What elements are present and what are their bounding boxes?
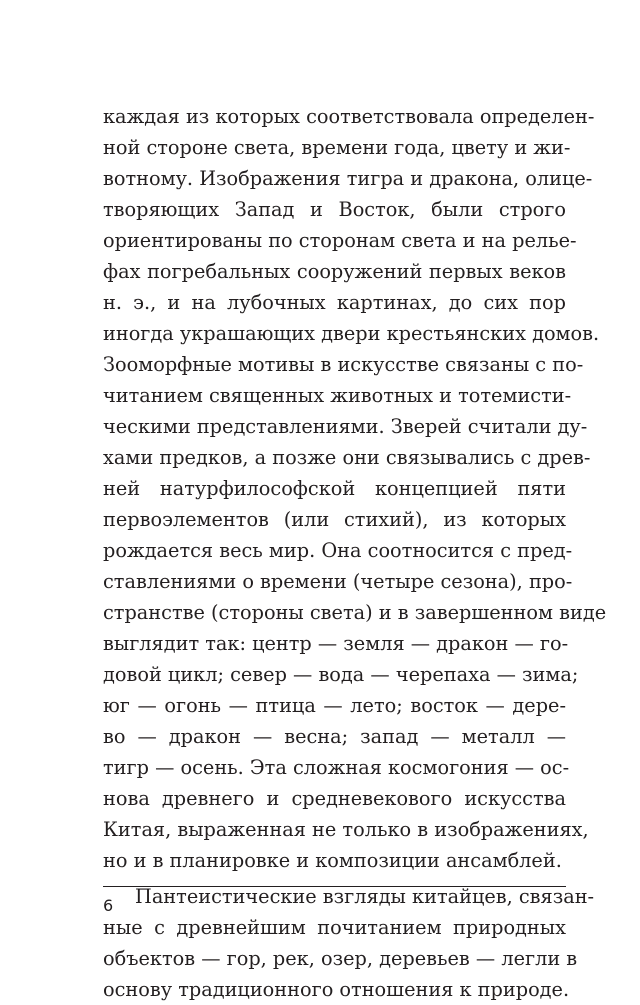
text-line: Зооморфные мотивы в искусстве связаны с по- bbox=[103, 353, 584, 376]
text-line: основу традиционного отношения к природе. bbox=[103, 978, 570, 1001]
text-line: тигр — осень. Эта сложная космогония — ос- bbox=[103, 756, 570, 779]
text-line: вотному. Изображения тигра и дракона, олице- bbox=[103, 167, 593, 190]
text-line: хами предков, а позже они связывались с древ- bbox=[103, 446, 591, 469]
text-line: юг — огонь — птица — лето; восток — дере- bbox=[103, 694, 566, 717]
footer-rule bbox=[103, 886, 566, 887]
body-text bbox=[103, 101, 607, 1005]
paragraph-1 bbox=[103, 101, 607, 876]
text-line: нова древнего и средневекового искусства bbox=[103, 787, 566, 810]
text-line: Пантеистические взгляды китайцев, связан- bbox=[135, 885, 595, 908]
text-line: первоэлементов (или стихий), из которых bbox=[103, 508, 566, 531]
text-line: ставлениями о времени (четыре сезона), про- bbox=[103, 570, 573, 593]
text-line: довой цикл; север — вода — черепаха — зима; bbox=[103, 663, 579, 686]
text-line: каждая из которых соответствовала определен- bbox=[103, 105, 595, 128]
text-line: ные с древнейшим почитанием природных bbox=[103, 916, 566, 939]
text-line: Китая, выраженная не только в изображениях, bbox=[103, 818, 589, 841]
text-line: рождается весь мир. Она соотносится с пред- bbox=[103, 539, 573, 562]
text-line: объектов — гор, рек, озер, деревьев — легли в bbox=[103, 947, 578, 970]
text-line: ной стороне света, времени года, цвету и жи- bbox=[103, 136, 571, 159]
text-line: иногда украшающих двери крестьянских домов. bbox=[103, 322, 600, 345]
text-line: ческими представлениями. Зверей считали ду- bbox=[103, 415, 588, 438]
text-line: во — дракон — весна; запад — металл — bbox=[103, 725, 566, 748]
text-line: ней натурфилософской концепцией пяти bbox=[103, 477, 566, 500]
text-line: выглядит так: центр — земля — дракон — го- bbox=[103, 632, 569, 655]
text-line: но и в планировке и композиции ансамблей. bbox=[103, 849, 562, 872]
text-line: ориентированы по сторонам света и на релье- bbox=[103, 229, 577, 252]
text-line: н. э., и на лубочных картинах, до сих пор bbox=[103, 291, 566, 314]
paragraph-2 bbox=[103, 881, 595, 1005]
text-line: странстве (стороны света) и в завершенном виде bbox=[103, 601, 607, 624]
text-line: творяющих Запад и Восток, были строго bbox=[103, 198, 566, 221]
text-line: читанием священных животных и тотемисти- bbox=[103, 384, 572, 407]
text-line: фах погребальных сооружений первых веков bbox=[103, 260, 566, 283]
page-number: 6 bbox=[103, 896, 114, 915]
